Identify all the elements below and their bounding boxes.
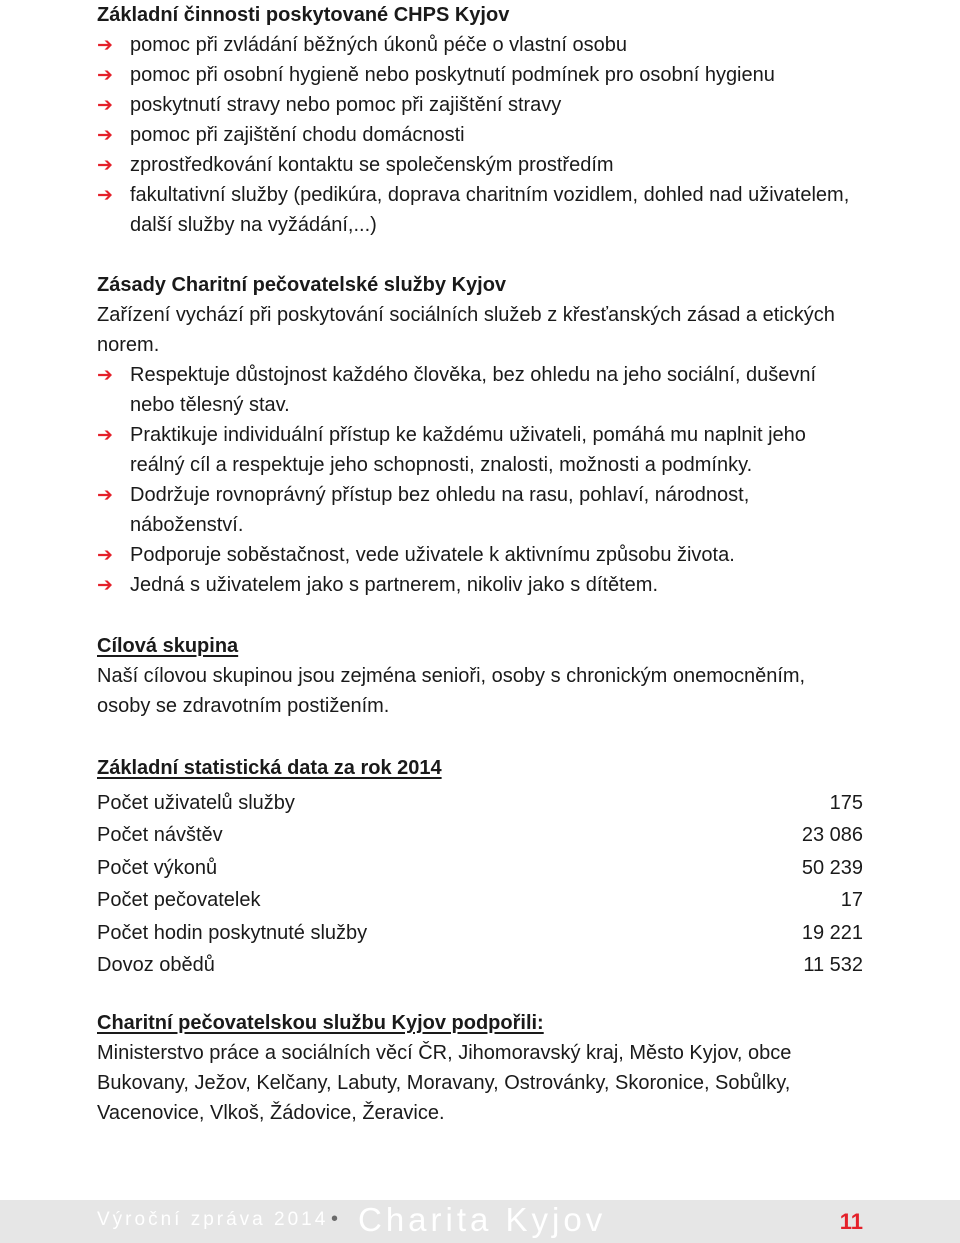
table-row	[97, 820, 863, 853]
stat-value: 17	[840, 889, 863, 912]
table-row	[97, 787, 863, 820]
target-group-heading: Cílová skupina	[97, 635, 239, 657]
list-item: ➔ pomoc při zvládání běžných úkonů péče o vlastní osobu	[97, 30, 863, 60]
arrow-right-icon: ➔	[97, 484, 113, 506]
target-group-section	[97, 631, 863, 721]
target-group-text: Naší cílovou skupinou jsou zejména senioři, osoby s chronickým onemocněním, osoby se zdravotním postižením.	[97, 665, 806, 717]
supporters-section	[97, 1008, 863, 1128]
list-item: ➔ Podporuje soběstačnost, vede uživatele k aktivnímu způsobu života.	[97, 540, 863, 570]
list-item: ➔ zprostředkování kontaktu se společenským prostředím	[97, 150, 863, 180]
arrow-right-icon: ➔	[97, 424, 113, 446]
stat-label: Počet výkonů	[97, 856, 218, 879]
principles-list	[97, 360, 863, 600]
arrow-right-icon: ➔	[97, 544, 113, 566]
list-item: ➔ pomoc při zajištění chodu domácnosti	[97, 120, 863, 150]
arrow-right-icon: ➔	[97, 154, 113, 176]
stat-value: 23 086	[801, 824, 863, 847]
services-section	[97, 0, 863, 240]
arrow-right-icon: ➔	[97, 574, 113, 596]
stat-value: 19 221	[801, 921, 863, 944]
arrow-right-icon: ➔	[97, 94, 113, 116]
services-list	[97, 30, 863, 240]
page-number: 11	[839, 1209, 863, 1234]
stat-label: Počet hodin poskytnuté služby	[97, 921, 368, 944]
table-row	[97, 852, 863, 885]
list-item: ➔ Respektuje důstojnost každého člověka, bez ohledu na jeho sociální, duševní nebo tělesný stav.	[97, 360, 863, 420]
statistics-table	[97, 787, 863, 982]
list-item: ➔ fakultativní služby (pedikúra, doprava charitním vozidlem, dohled nad uživatelem, další služby na vyžádání,...)	[97, 180, 863, 240]
stat-label: Dovoz obědů	[97, 954, 215, 977]
table-row	[97, 950, 863, 983]
arrow-right-icon: ➔	[97, 34, 113, 56]
table-row	[97, 885, 863, 918]
page-footer	[0, 1200, 960, 1243]
table-row	[97, 917, 863, 950]
stat-label: Počet pečovatelek	[97, 889, 261, 912]
services-heading: Základní činnosti poskytované CHPS Kyjov	[97, 4, 510, 26]
arrow-right-icon: ➔	[97, 364, 113, 386]
arrow-right-icon: ➔	[97, 64, 113, 86]
list-item: ➔ poskytnutí stravy nebo pomoc při zajištění stravy	[97, 90, 863, 120]
principles-heading: Zásady Charitní pečovatelské služby Kyjov	[97, 274, 507, 296]
stat-label: Počet návštěv	[97, 824, 223, 847]
list-item: ➔ Jedná s uživatelem jako s partnerem, nikoliv jako s dítětem.	[97, 570, 863, 600]
arrow-right-icon: ➔	[97, 124, 113, 146]
principles-intro: Zařízení vychází při poskytování sociálních služeb z křesťanských zásad a etických norem.	[97, 304, 835, 356]
stat-value: 175	[829, 791, 863, 814]
stat-value: 50 239	[801, 856, 863, 879]
principles-section	[97, 270, 863, 600]
list-item: ➔ Praktikuje individuální přístup ke každému uživateli, pomáhá mu naplnit jeho reálný cíl a respektuje jeho schopnosti, znalosti, možnosti a podmínky.	[97, 420, 863, 480]
list-item: ➔ Dodržuje rovnoprávný přístup bez ohledu na rasu, pohlaví, národnost, náboženství.	[97, 480, 863, 540]
stat-value: 11 532	[803, 954, 863, 977]
statistics-section	[97, 753, 863, 982]
footer-organization: Charita Kyjov	[358, 1201, 607, 1238]
stat-label: Počet uživatelů služby	[97, 791, 295, 814]
arrow-right-icon: ➔	[97, 184, 113, 206]
supporters-text: Ministerstvo práce a sociálních věcí ČR, Jihomoravský kraj, Město Kyjov, obce Bukovany, Ježov, Kelčany, Labuty, Moravany, Ostrovánky, Skoronice, Sobůlky, Vacenovice, Vlkoš, Žádovice, Žeravice.	[97, 1042, 792, 1124]
footer-separator: •	[331, 1208, 339, 1230]
statistics-heading: Základní statistická data za rok 2014	[97, 757, 442, 779]
footer-report-title: Výroční zpráva 2014	[97, 1209, 329, 1230]
list-item: ➔ pomoc při osobní hygieně nebo poskytnutí podmínek pro osobní hygienu	[97, 60, 863, 90]
supporters-heading: Charitní pečovatelskou službu Kyjov podpořili:	[97, 1012, 544, 1034]
